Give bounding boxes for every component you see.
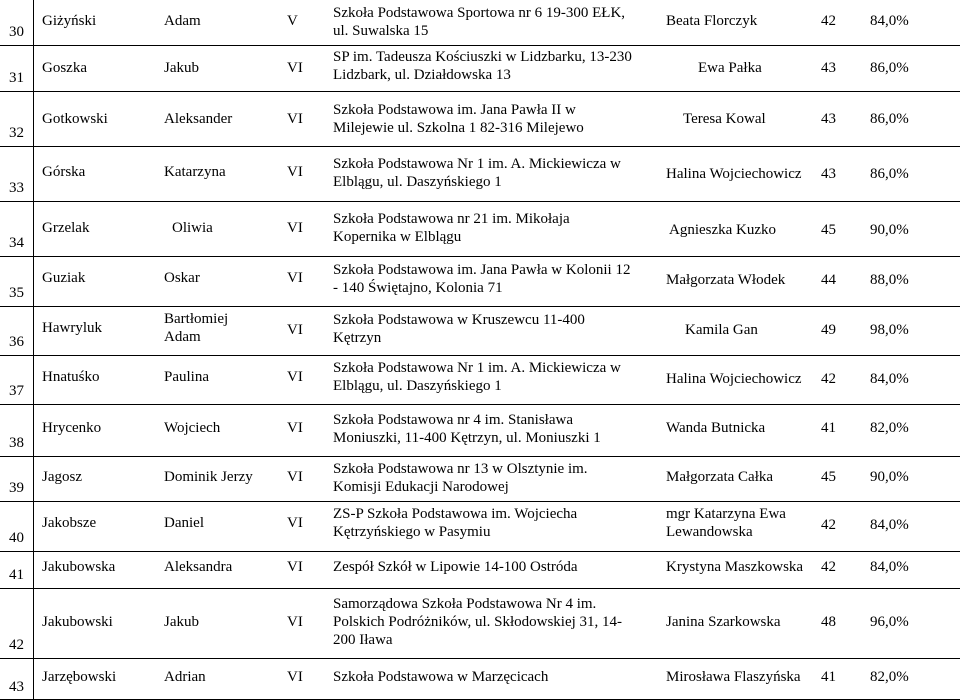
school-line-2: Moniuszki, 11-400 Kętrzyn, ul. Moniuszki 1 [333, 430, 601, 446]
surname: Jarzębowski [42, 669, 117, 685]
class: VI [287, 60, 303, 76]
school-line-2: Milejewie ul. Szkolna 1 82-316 Milejewo [333, 120, 584, 136]
teacher: Krystyna Maszkowska [666, 559, 804, 575]
row-number: 33 [9, 180, 24, 196]
row-number: 31 [9, 70, 24, 86]
class: VI [287, 469, 303, 485]
first-name-line-2: Adam [164, 329, 201, 345]
row-number: 37 [9, 383, 24, 399]
class: VI [287, 322, 303, 338]
row-number: 38 [9, 435, 24, 451]
points: 43 [821, 111, 836, 127]
table-row [0, 91, 960, 146]
points: 42 [821, 517, 836, 533]
table-row [0, 501, 960, 551]
school [333, 411, 601, 447]
first-name: Adam [164, 13, 201, 29]
teacher: Janina Szarkowska [666, 614, 781, 630]
surname: Guziak [42, 270, 86, 286]
percent: 86,0% [870, 60, 909, 76]
first-name: Jakub [164, 614, 199, 630]
school-line-1: Szkoła Podstawowa Sportowa nr 6 19-300 EŁK, [333, 5, 626, 21]
school-line-1: Samorządowa Szkoła Podstawowa Nr 4 im. [333, 596, 597, 612]
school [333, 210, 570, 246]
school-line-1: SP im. Tadeusza Kościuszki w Lidzbarku, 13-230 [333, 49, 632, 65]
school [333, 48, 632, 84]
surname: Jakubowski [42, 614, 113, 630]
teacher-line-2: Lewandowska [666, 524, 753, 540]
first-name: Paulina [164, 369, 209, 385]
class: VI [287, 515, 303, 531]
surname: Jagosz [42, 469, 82, 485]
teacher-line-1: mgr Katarzyna Ewa [666, 506, 786, 522]
school-line-1: ZS-P Szkoła Podstawowa im. Wojciecha [333, 506, 578, 522]
school: Zespół Szkół w Lipowie 14-100 Ostróda [333, 559, 578, 575]
first-name-line-1: Bartłomiej [164, 311, 229, 327]
school-line-2: - 140 Świętajno, Kolonia 71 [333, 280, 503, 296]
percent: 90,0% [870, 222, 909, 238]
school-line-2: ul. Suwalska 15 [333, 23, 429, 39]
percent: 84,0% [870, 517, 909, 533]
class: VI [287, 614, 303, 630]
school-line-1: Szkoła Podstawowa Nr 1 im. A. Mickiewicza w [333, 360, 621, 376]
points: 41 [821, 669, 836, 685]
school-line-2: Komisji Edukacji Narodowej [333, 479, 509, 495]
school-line-1: Szkoła Podstawowa w Kruszewcu 11-400 [333, 312, 585, 328]
points: 45 [821, 469, 836, 485]
surname: Giżyński [42, 13, 97, 29]
class: V [287, 13, 298, 29]
school-line-2: Kętrzyn [333, 330, 382, 346]
table-row [0, 201, 960, 256]
teacher: Ewa Pałka [698, 60, 762, 76]
teacher: Małgorzata Włodek [666, 272, 786, 288]
percent: 84,0% [870, 13, 909, 29]
points: 43 [821, 60, 836, 76]
school [333, 155, 621, 191]
points: 44 [821, 272, 836, 288]
row-number-cell [0, 147, 34, 201]
row-number-cell [0, 307, 34, 355]
first-name: Wojciech [164, 420, 221, 436]
teacher: Halina Wojciechowicz [666, 166, 802, 182]
teacher: Kamila Gan [685, 322, 758, 338]
first-name: Oskar [164, 270, 200, 286]
school [333, 4, 625, 40]
teacher: Beata Florczyk [666, 13, 758, 29]
table-row [0, 588, 960, 658]
points: 43 [821, 166, 836, 182]
row-number: 39 [9, 480, 24, 496]
row-number: 43 [9, 679, 24, 695]
row-number-cell [0, 457, 34, 501]
surname: Górska [42, 164, 86, 180]
surname: Hrycenko [42, 420, 102, 436]
first-name: Jakub [164, 60, 199, 76]
teacher: Mirosława Flaszyńska [666, 669, 801, 685]
table-row [0, 456, 960, 501]
row-number: 42 [9, 637, 24, 653]
points: 49 [821, 322, 836, 338]
surname: Hnatuśko [42, 369, 100, 385]
school-line-2: Elblągu, ul. Daszyńskiego 1 [333, 174, 502, 190]
row-number-cell [0, 356, 34, 404]
percent: 82,0% [870, 420, 909, 436]
row-number-cell [0, 202, 34, 256]
class: VI [287, 220, 303, 236]
school-line-1: Szkoła Podstawowa im. Jana Pawła II w [333, 102, 576, 118]
points: 42 [821, 13, 836, 29]
school [333, 311, 585, 347]
row-number: 40 [9, 530, 24, 546]
school-line-3: 200 Iława [333, 632, 393, 648]
teacher: Wanda Butnicka [666, 420, 766, 436]
school [333, 505, 577, 541]
first-name: Dominik Jerzy [164, 469, 253, 485]
surname: Hawryluk [42, 320, 102, 336]
table-row [0, 404, 960, 456]
percent: 88,0% [870, 272, 909, 288]
percent: 96,0% [870, 614, 909, 630]
percent: 86,0% [870, 166, 909, 182]
row-number: 41 [9, 567, 24, 583]
school-line-1: Szkoła Podstawowa nr 13 w Olsztynie im. [333, 461, 588, 477]
first-name [164, 310, 228, 346]
first-name: Adrian [164, 669, 206, 685]
percent: 84,0% [870, 559, 909, 575]
row-number-cell [0, 589, 34, 658]
teacher: Małgorzata Całka [666, 469, 774, 485]
school [333, 261, 630, 297]
school-line-2: Elblągu, ul. Daszyńskiego 1 [333, 378, 502, 394]
first-name: Aleksandra [164, 559, 233, 575]
row-number: 30 [9, 24, 24, 40]
percent: 98,0% [870, 322, 909, 338]
table-row [0, 306, 960, 355]
table-row [0, 256, 960, 306]
row-number: 34 [9, 235, 24, 251]
school-line-2: Kętrzyńskiego w Pasymiu [333, 524, 491, 540]
row-number-cell [0, 0, 34, 45]
surname: Goszka [42, 60, 87, 76]
surname: Gotkowski [42, 111, 108, 127]
class: VI [287, 270, 303, 286]
table-row [0, 355, 960, 404]
row-number-cell [0, 552, 34, 588]
school: Szkoła Podstawowa w Marzęcicach [333, 669, 549, 685]
row-number-cell [0, 502, 34, 551]
teacher: Halina Wojciechowicz [666, 371, 802, 387]
school-line-1: Szkoła Podstawowa nr 21 im. Mikołaja [333, 211, 570, 227]
school-line-1: Szkoła Podstawowa nr 4 im. Stanisława [333, 412, 573, 428]
first-name: Aleksander [164, 111, 233, 127]
first-name: Oliwia [172, 220, 213, 236]
class: VI [287, 369, 303, 385]
teacher: Agnieszka Kuzko [669, 222, 777, 238]
school [333, 460, 588, 496]
points: 48 [821, 614, 836, 630]
table-row [0, 0, 960, 45]
class: VI [287, 164, 303, 180]
surname: Jakubowska [42, 559, 116, 575]
row-number-cell [0, 405, 34, 456]
school [333, 595, 622, 649]
row-number-cell [0, 46, 34, 91]
row-number-cell [0, 257, 34, 306]
school-line-2: Lidzbark, ul. Działdowska 13 [333, 67, 511, 83]
surname: Jakobsze [42, 515, 97, 531]
class: VI [287, 669, 303, 685]
class: VI [287, 559, 303, 575]
table-row [0, 45, 960, 91]
row-number-cell [0, 659, 34, 700]
percent: 82,0% [870, 669, 909, 685]
school [333, 359, 621, 395]
percent: 90,0% [870, 469, 909, 485]
row-number-cell [0, 92, 34, 146]
teacher: Teresa Kowal [683, 111, 766, 127]
school-line-1: Szkoła Podstawowa Nr 1 im. A. Mickiewicza w [333, 156, 621, 172]
row-number: 32 [9, 125, 24, 141]
school-line-2: Kopernika w Elblągu [333, 229, 462, 245]
table-row [0, 146, 960, 201]
school-line-2: Polskich Podróżników, ul. Skłodowskiej 31, 14- [333, 614, 623, 630]
teacher [666, 505, 786, 541]
first-name: Daniel [164, 515, 204, 531]
surname: Grzelak [42, 220, 90, 236]
table-row [0, 551, 960, 588]
points: 41 [821, 420, 836, 436]
percent: 86,0% [870, 111, 909, 127]
points: 42 [821, 559, 836, 575]
row-number: 36 [9, 334, 24, 350]
class: VI [287, 420, 303, 436]
school [333, 101, 584, 137]
points: 42 [821, 371, 836, 387]
school-line-1: Szkoła Podstawowa im. Jana Pawła w Kolonii 12 [333, 262, 631, 278]
table-row [0, 658, 960, 700]
points: 45 [821, 222, 836, 238]
row-number: 35 [9, 285, 24, 301]
first-name: Katarzyna [164, 164, 226, 180]
class: VI [287, 111, 303, 127]
percent: 84,0% [870, 371, 909, 387]
